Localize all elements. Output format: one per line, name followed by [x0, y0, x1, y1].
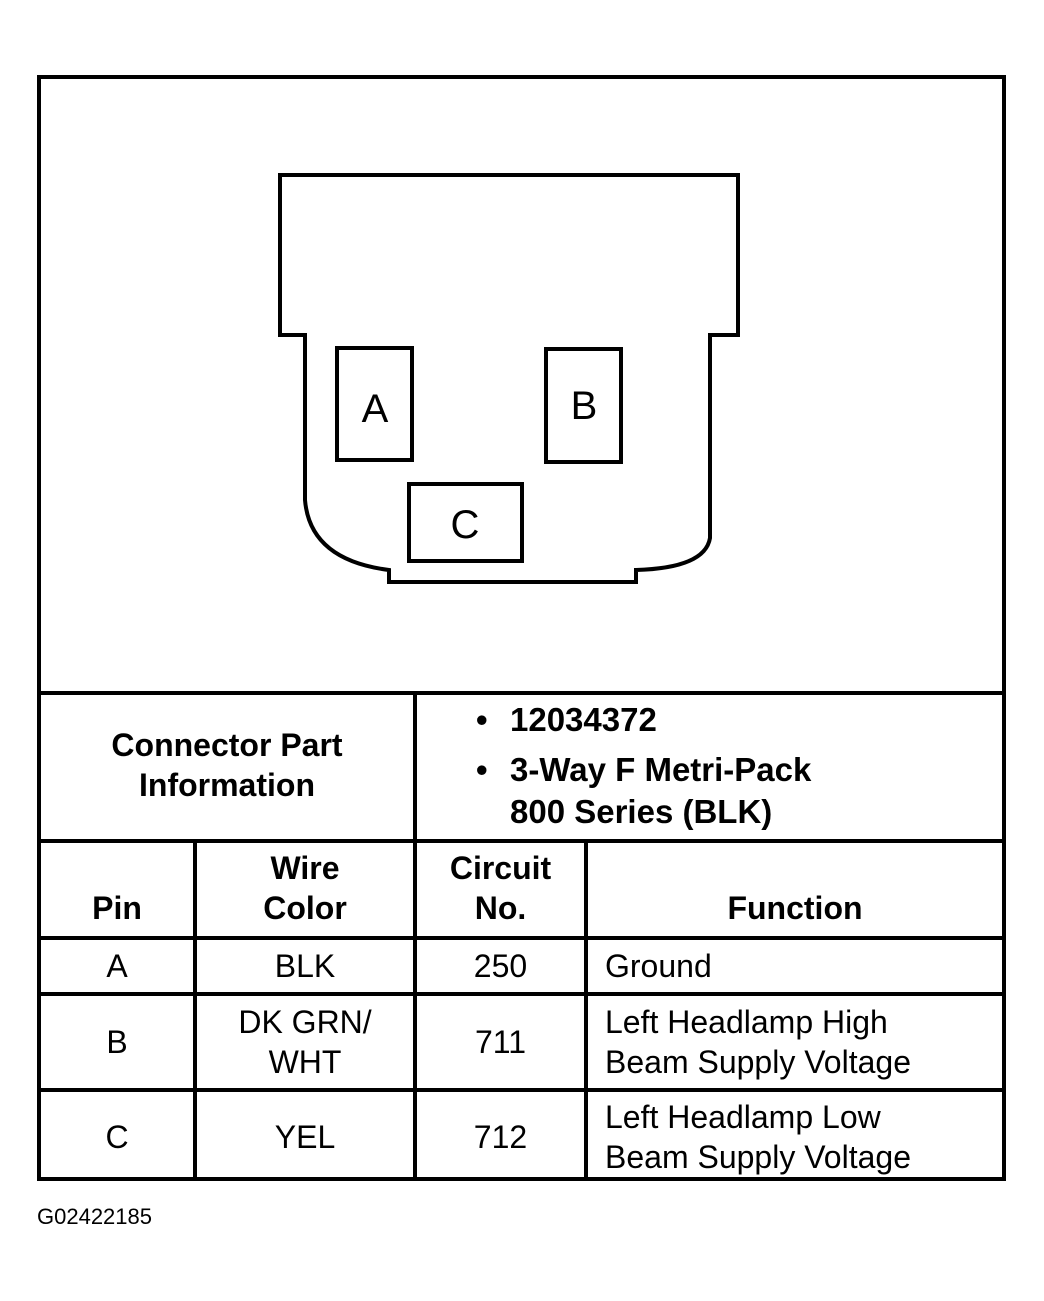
connector-description-line2: 800 Series (BLK): [510, 793, 773, 830]
pin-cavity-c-label: C: [450, 503, 480, 547]
part-number: 12034372: [510, 701, 657, 738]
part-number-item: [476, 699, 811, 741]
figure-id: G02422185: [37, 1204, 152, 1229]
connector-part-info-values: [476, 699, 811, 833]
row-c-pin: C: [105, 1118, 129, 1155]
connector-description-line1: 3-Way F Metri-Pack: [510, 751, 812, 788]
row-c-circuit: 712: [473, 1118, 528, 1155]
connector-info-frame: [37, 75, 1006, 1181]
row-b-function: Left Headlamp High Beam Supply Voltage: [605, 1004, 911, 1080]
connector-part-info-label-line2: Information: [139, 767, 315, 803]
header-circuit-no: Circuit No.: [449, 850, 552, 926]
row-a-wire-color: BLK: [274, 948, 336, 984]
bullet-icon: •: [476, 701, 488, 738]
row-a-function: Ground: [605, 948, 712, 984]
connector-part-info-label-line1: Connector Part: [111, 727, 343, 763]
row-a-pin: A: [106, 948, 128, 984]
row-c-wire-color: YEL: [274, 1118, 336, 1155]
bullet-icon: •: [476, 751, 488, 788]
header-pin: Pin: [92, 890, 142, 926]
pin-cavity-b-label: B: [570, 384, 598, 428]
header-function: Function: [727, 890, 863, 926]
row-b-pin: B: [106, 1024, 128, 1060]
divider-info-column: [413, 691, 417, 839]
row-c-function: Left Headlamp Low Beam Supply Voltage: [605, 1098, 911, 1175]
connector-part-info-label: [41, 691, 413, 839]
row-a-circuit: 250: [473, 948, 528, 984]
pin-cavity-a-label: A: [361, 387, 389, 431]
row-b-wire-color: DK GRN/ WHT: [238, 1004, 372, 1080]
connector-description-item: [476, 749, 811, 833]
header-wire-color: Wire Color: [263, 850, 347, 926]
row-b-circuit: 711: [474, 1024, 526, 1060]
